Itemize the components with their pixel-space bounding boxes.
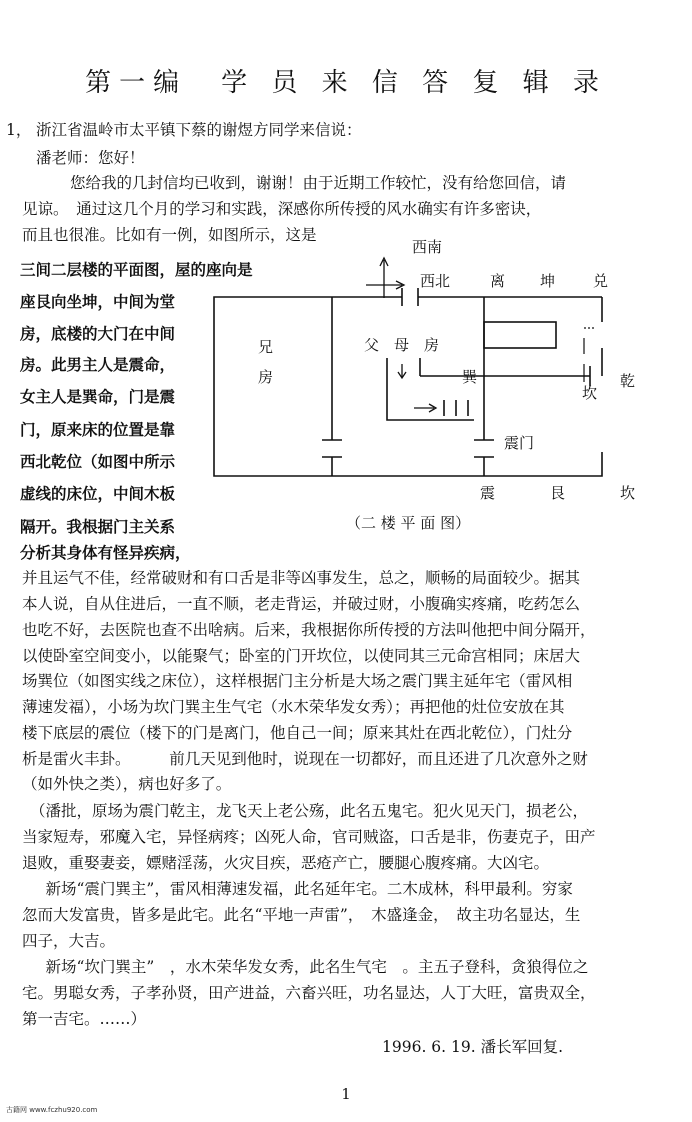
comment-line: 四子，大吉。 bbox=[22, 932, 116, 950]
label-li: 离 bbox=[490, 272, 506, 290]
comment-line: 新场“坎门巽主” ，水木荣华发女秀，此名生气宅 。主五子登科，贪狼得位之 bbox=[30, 958, 589, 976]
left-line: 分析其身体有怪异疾病， bbox=[20, 543, 191, 562]
label-dui: 兑 bbox=[593, 272, 609, 290]
intro-line-5: 而且也很准。比如有一例，如图所示，这是 bbox=[22, 226, 317, 244]
body-line: 楼下底层的震位（楼下的门是离门，他自己一间；原来其灶在西北乾位），门灶分 bbox=[22, 724, 573, 742]
label-kan-right: 坎 bbox=[582, 384, 598, 402]
site-watermark: 古籍网 www.fczhu920.com bbox=[6, 1106, 98, 1114]
left-line: 西北乾位（如图中所示 bbox=[20, 452, 176, 471]
body-line: 也吃不好，去医院也查不出啥病。后来，我根据你所传授的方法叫他把中间分隔开， bbox=[22, 621, 596, 639]
label-kun: 坤 bbox=[540, 272, 556, 290]
salutation: 潘老师：您好！ bbox=[36, 149, 145, 167]
label-xun: 巽 bbox=[462, 368, 478, 386]
intro-line-4: 见谅。 通过这几个月的学习和实践，深感你所传授的风水确实有许多密诀， bbox=[22, 200, 542, 218]
left-line: 房，底楼的大门在中间 bbox=[20, 324, 176, 343]
intro-line-3: 您给我的几封信均已收到，谢谢！由于近期工作较忙，没有给您回信，请 bbox=[70, 174, 567, 192]
label-brother-1: 兄 bbox=[258, 338, 274, 356]
house-outline-main bbox=[214, 297, 602, 476]
item-number: 1， bbox=[6, 121, 32, 139]
label-kan-bottom: 坎 bbox=[620, 484, 636, 502]
original-bed bbox=[484, 322, 556, 348]
body-line: 场巽位（如图实线之床位），这样根据门主分析是大场之震门巽主延年宅（雷风相 bbox=[22, 672, 573, 690]
label-gen: 艮 bbox=[550, 484, 566, 502]
comment-line: 第一吉宅。……） bbox=[22, 1010, 147, 1028]
comment-line: 宅。男聪女秀，子孝孙贤，田产进益，六畜兴旺，功名显达，人丁大旺，富贵双全， bbox=[22, 984, 596, 1002]
comment-line: 新场“震门巽主”，雷风相薄速发福，此名延年宅。二木成林，科甲最利。穷家 bbox=[30, 880, 573, 898]
body-line: 以使卧室空间变小，以能聚气；卧室的门开坎位，以使同其三元命宫相同；床居大 bbox=[22, 647, 581, 665]
comment-line: 退败，重娶妻妾，嫖赌淫荡，火灾目疾，恶疮产亡，腰腿心腹疼痛。大凶宅。 bbox=[22, 854, 550, 872]
label-parents-room: 父 母 房 bbox=[364, 336, 440, 354]
page-number: 1 bbox=[341, 1085, 351, 1103]
left-line: 门，原来床的位置是靠 bbox=[20, 420, 176, 439]
body-line: 析是雷火丰卦。 前几天见到他时，说现在一切都好，而且还进了几次意外之财 bbox=[22, 750, 588, 768]
intro-line-1: 浙江省温岭市太平镇下蔡的谢煜方同学来信说： bbox=[36, 121, 362, 139]
comment-line: （潘批，原场为震门乾主，龙飞天上老公殇，此名五鬼宅。犯火见天门，损老公， bbox=[30, 802, 589, 820]
body-line: （如外快之类），病也好多了。 bbox=[22, 775, 232, 793]
page-title: 第一编 学 员 来 信 答 复 辑 录 bbox=[85, 68, 607, 98]
left-line: 虚线的床位，中间木板 bbox=[20, 484, 176, 503]
left-line: 三间二层楼的平面图，屋的座向是 bbox=[20, 260, 253, 279]
comment-line: 忽而大发富贵，皆多是此宅。此名“平地一声雷”， 木盛逢金， 故主功名显达，生 bbox=[22, 906, 581, 924]
left-line: 房。此男主人是震命， bbox=[20, 355, 176, 374]
floor-plan-diagram bbox=[200, 230, 650, 540]
label-southwest: 西南 bbox=[412, 238, 443, 256]
label-brother-2: 房 bbox=[258, 368, 274, 386]
body-line: 本人说，自从住进后，一直不顺，老走背运，并破过财，小腹确实疼痛，吃药怎么 bbox=[22, 595, 581, 613]
label-zhen: 震 bbox=[480, 484, 496, 502]
body-line: 薄速发福），小场为坎门巽主生气宅（水木荣华发女秀）；再把他的灶位安放在其 bbox=[22, 698, 565, 716]
label-northwest: 西北 bbox=[420, 272, 451, 290]
signature: 1996. 6. 19. 潘长军回复. bbox=[382, 1038, 564, 1056]
left-line: 女主人是巽命，门是震 bbox=[20, 387, 176, 406]
label-qian: 乾 bbox=[620, 372, 636, 390]
left-line: 座艮向坐坤，中间为堂 bbox=[20, 292, 176, 311]
diagram-caption: （二 楼 平 面 图） bbox=[346, 514, 471, 532]
label-zhen-door: 震门 bbox=[504, 434, 535, 452]
left-line: 隔开。我根据门主关系 bbox=[20, 517, 176, 536]
body-line: 并且运气不佳，经常破财和有口舌是非等凶事发生，总之，顺畅的局面较少。据其 bbox=[22, 569, 581, 587]
comment-line: 当家短寿，邪魔入宅，异怪病疼；凶死人命，官司贼盗，口舌是非，伤妻克子，田产 bbox=[22, 828, 596, 846]
